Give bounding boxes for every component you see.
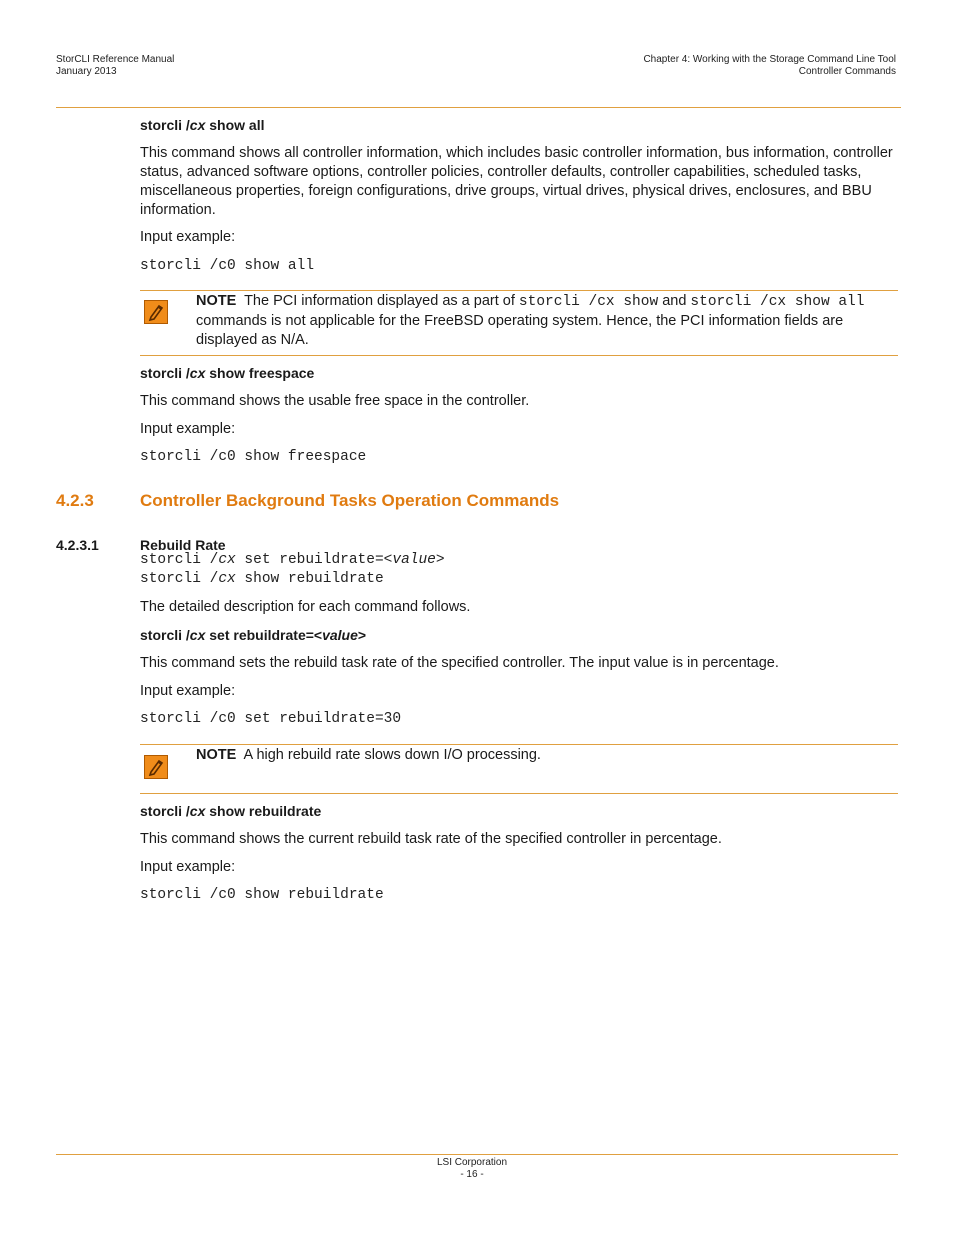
manual-title: StorCLI Reference Manual	[56, 54, 175, 65]
body-show-all: This command shows all controller information, which includes basic controller information, bus information, controller status, advanced software options, controller policies, controller defaults, controller capabilities, scheduled tasks, miscellaneous properties, foreign configurations, drive groups, virtual drives, physical drives, enclosures, and BBU information.	[140, 145, 893, 218]
note-bottom-rule	[140, 355, 898, 356]
section-heading: Controller Background Tasks Operation Commands	[140, 491, 560, 510]
page-number: - 16 -	[460, 1169, 484, 1180]
code-example: storcli /c0 set rebuildrate=30	[140, 711, 402, 727]
code-example: storcli /c0 show rebuildrate	[140, 887, 384, 903]
subsection-heading: Rebuild Rate	[140, 537, 226, 553]
note-pencil-icon	[144, 755, 168, 779]
note-top-rule	[140, 744, 898, 745]
heading-show-rebuildrate: storcli /cx show rebuildrate	[140, 803, 322, 819]
description-intro: The detailed description for each command follows.	[140, 599, 471, 615]
header-right	[643, 54, 896, 78]
body-set-rebuildrate: This command sets the rebuild task rate of the specified controller. The input value is in percentage.	[140, 655, 779, 671]
input-label: Input example:	[140, 859, 236, 875]
chapter-title: Chapter 4: Working with the Storage Command Line Tool	[643, 54, 896, 65]
footer-company: LSI Corporation	[436, 1157, 508, 1168]
code-example: storcli /c0 show freespace	[140, 449, 367, 465]
input-label: Input example:	[140, 421, 236, 437]
footer-rule	[56, 1154, 898, 1155]
section-title: Controller Commands	[798, 66, 896, 77]
input-label: Input example:	[140, 683, 236, 699]
note-pencil-icon	[144, 300, 168, 324]
manual-date: January 2013	[56, 66, 117, 77]
note-text: NOTE The PCI information displayed as a part of storcli /cx show and storcli /cx show all commands is not applicable for the FreeBSD operating system. Hence, the PCI information fields are displayed as N/A.	[196, 293, 865, 348]
body-freespace: This command shows the usable free space in the controller.	[140, 393, 530, 409]
heading-show-freespace: storcli /cx show freespace	[140, 365, 315, 381]
code-example: storcli /c0 show all	[140, 258, 315, 274]
note-top-rule	[140, 290, 898, 291]
subsection-number: 4.2.3.1	[56, 537, 99, 553]
heading-set-rebuildrate: storcli /cx set rebuildrate=<value>	[140, 627, 367, 643]
note-bottom-rule	[140, 793, 898, 794]
code-syntax-show: storcli /cx show rebuildrate	[140, 571, 384, 587]
footer	[0, 1157, 944, 1181]
body-show-rebuildrate: This command shows the current rebuild task rate of the specified controller in percentage.	[140, 831, 722, 847]
input-label: Input example:	[140, 229, 236, 245]
heading-show-all: storcli /cx show all	[140, 117, 265, 133]
header-rule	[56, 107, 901, 108]
header-left	[56, 54, 174, 78]
section-number: 4.2.3	[56, 491, 94, 510]
note-text: NOTE A high rebuild rate slows down I/O processing.	[196, 747, 541, 763]
code-syntax-set: storcli /cx set rebuildrate=<value>	[140, 552, 445, 568]
